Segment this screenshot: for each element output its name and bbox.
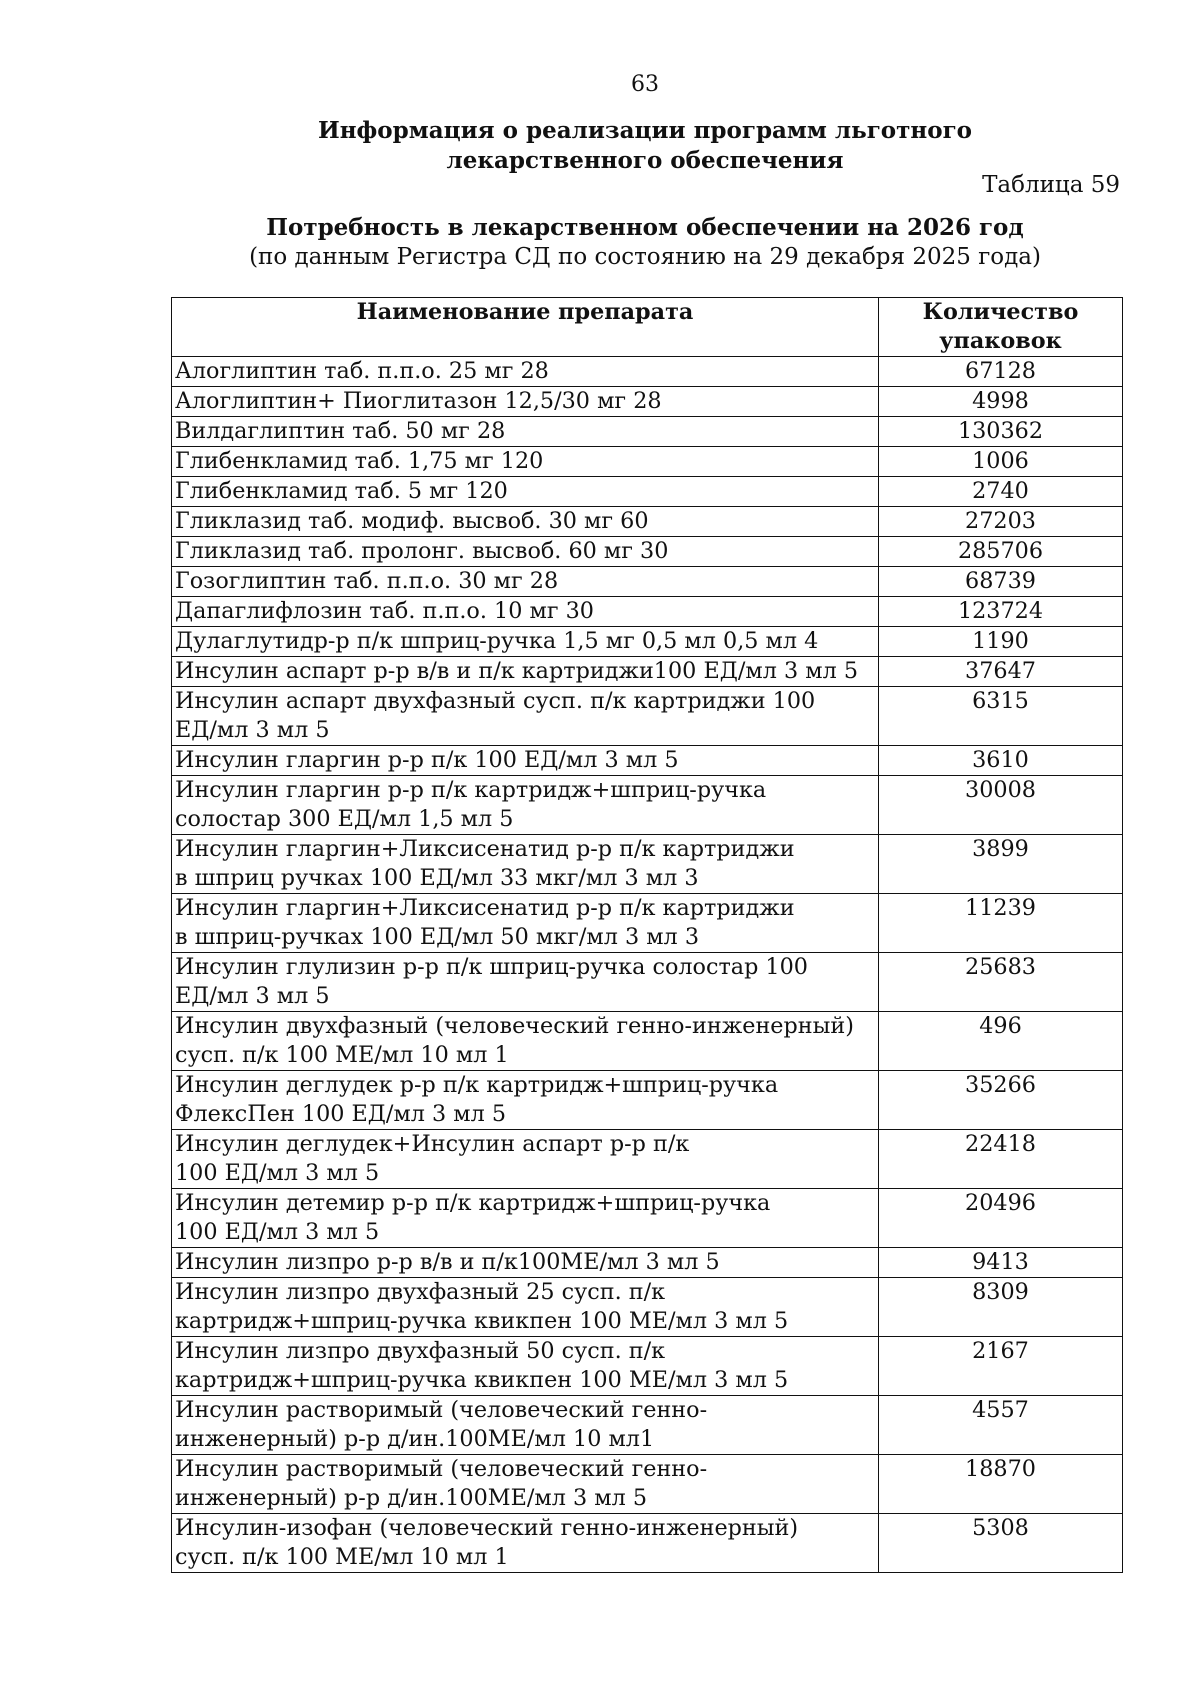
table-row — [172, 1012, 1123, 1071]
drug-name-line: Инсулин двухфазный (человеческий генно-инженерный) — [175, 1013, 854, 1039]
drug-name-line: сусп. п/к 100 МЕ/мл 10 мл 1 — [175, 1544, 509, 1570]
drug-name-cell — [172, 1455, 879, 1514]
medication-needs-table — [171, 297, 1123, 1573]
drug-name-line: Инсулин гларгин р-р п/к картридж+шприц-ручка — [175, 777, 767, 803]
quantity-cell: 496 — [879, 1012, 1123, 1071]
quantity-cell: 1006 — [879, 447, 1123, 477]
quantity-cell: 4557 — [879, 1396, 1123, 1455]
table-row — [172, 507, 1123, 537]
drug-name-line: Глибенкламид таб. 5 мг 120 — [175, 478, 508, 504]
table-row — [172, 953, 1123, 1012]
drug-name-cell — [172, 835, 879, 894]
drug-name-line: 100 ЕД/мл 3 мл 5 — [175, 1160, 380, 1186]
table-row — [172, 417, 1123, 447]
quantity-cell: 1190 — [879, 627, 1123, 657]
quantity-cell: 6315 — [879, 687, 1123, 746]
table-row — [172, 1337, 1123, 1396]
drug-name-line: картридж+шприц-ручка квикпен 100 МЕ/мл 3 мл 5 — [175, 1367, 789, 1393]
drug-name-cell — [172, 1012, 879, 1071]
drug-name-cell — [172, 1514, 879, 1573]
table-title: Потребность в лекарственном обеспечении на 2026 год — [266, 214, 1024, 241]
table-row — [172, 1130, 1123, 1189]
drug-name-cell — [172, 1130, 879, 1189]
drug-name-cell — [172, 627, 879, 657]
drug-name-cell — [172, 746, 879, 776]
quantity-cell: 20496 — [879, 1189, 1123, 1248]
table-row — [172, 597, 1123, 627]
table-row — [172, 387, 1123, 417]
header-drug-name: Наименование препарата — [172, 298, 879, 357]
drug-name-line: инженерный) р-р д/ин.100МЕ/мл 10 мл1 — [175, 1426, 655, 1452]
table-label: Таблица 59 — [982, 172, 1120, 198]
drug-name-line: инженерный) р-р д/ин.100МЕ/мл 3 мл 5 — [175, 1485, 648, 1511]
drug-name-line: картридж+шприц-ручка квикпен 100 МЕ/мл 3 мл 5 — [175, 1308, 789, 1334]
drug-name-cell — [172, 894, 879, 953]
drug-name-line: Алоглиптин+ Пиоглитазон 12,5/30 мг 28 — [175, 388, 662, 414]
table-caption — [0, 213, 1200, 271]
drug-name-line: Инсулин растворимый (человеческий генно- — [175, 1456, 708, 1482]
quantity-cell: 2167 — [879, 1337, 1123, 1396]
table-row — [172, 1189, 1123, 1248]
quantity-cell: 68739 — [879, 567, 1123, 597]
drug-name-cell — [172, 657, 879, 687]
table-row — [172, 657, 1123, 687]
header-quantity-line-1: Количество — [922, 299, 1079, 325]
table-row — [172, 835, 1123, 894]
table-row — [172, 537, 1123, 567]
drug-name-line: Инсулин глулизин р-р п/к шприц-ручка солостар 100 — [175, 954, 808, 980]
table-note: (по данным Регистра СД по состоянию на 29 декабря 2025 года) — [249, 244, 1041, 270]
drug-name-cell — [172, 507, 879, 537]
quantity-cell: 123724 — [879, 597, 1123, 627]
drug-name-line: Алоглиптин таб. п.п.о. 25 мг 28 — [175, 358, 549, 384]
quantity-cell: 37647 — [879, 657, 1123, 687]
drug-name-line: в шприц-ручках 100 ЕД/мл 50 мкг/мл 3 мл 3 — [175, 924, 699, 950]
quantity-cell: 130362 — [879, 417, 1123, 447]
drug-name-line: Инсулин-изофан (человеческий генно-инженерный) — [175, 1515, 799, 1541]
quantity-cell: 18870 — [879, 1455, 1123, 1514]
drug-name-line: Инсулин деглудек+Инсулин аспарт р-р п/к — [175, 1131, 690, 1157]
page-number: 63 — [631, 72, 659, 97]
drug-name-cell — [172, 417, 879, 447]
table-row — [172, 477, 1123, 507]
quantity-cell: 11239 — [879, 894, 1123, 953]
table-row — [172, 894, 1123, 953]
drug-name-line: Инсулин лизпро двухфазный 50 сусп. п/к — [175, 1338, 666, 1364]
drug-name-line: Инсулин растворимый (человеческий генно- — [175, 1397, 708, 1423]
drug-name-line: Инсулин гларгин+Ликсисенатид р-р п/к картриджи — [175, 836, 795, 862]
drug-name-line: ФлексПен 100 ЕД/мл 3 мл 5 — [175, 1101, 507, 1127]
drug-name-cell — [172, 776, 879, 835]
table-row — [172, 687, 1123, 746]
drug-name-cell — [172, 1071, 879, 1130]
drug-name-line: Дапаглифлозин таб. п.п.о. 10 мг 30 — [175, 598, 594, 624]
drug-name-cell — [172, 1396, 879, 1455]
drug-name-cell — [172, 447, 879, 477]
drug-name-line: Инсулин деглудек р-р п/к картридж+шприц-ручка — [175, 1072, 779, 1098]
table-body — [172, 357, 1123, 1573]
drug-name-line: Инсулин гларгин р-р п/к 100 ЕД/мл 3 мл 5 — [175, 747, 679, 773]
table-row — [172, 567, 1123, 597]
quantity-cell: 4998 — [879, 387, 1123, 417]
drug-name-line: Вилдаглиптин таб. 50 мг 28 — [175, 418, 506, 444]
drug-name-cell — [172, 357, 879, 387]
document-heading — [0, 116, 1200, 176]
table-row — [172, 1396, 1123, 1455]
table-row — [172, 357, 1123, 387]
quantity-cell: 5308 — [879, 1514, 1123, 1573]
table-row — [172, 746, 1123, 776]
heading-line-1: Информация о реализации программ льготного — [317, 117, 973, 144]
drug-name-cell — [172, 477, 879, 507]
drug-name-line: Инсулин гларгин+Ликсисенатид р-р п/к картриджи — [175, 895, 795, 921]
drug-name-cell — [172, 1248, 879, 1278]
table-row — [172, 1248, 1123, 1278]
drug-name-line: Гликлазид таб. модиф. высвоб. 30 мг 60 — [175, 508, 649, 534]
quantity-cell: 2740 — [879, 477, 1123, 507]
table-row — [172, 447, 1123, 477]
table-row — [172, 1455, 1123, 1514]
drug-name-line: Глибенкламид таб. 1,75 мг 120 — [175, 448, 544, 474]
quantity-cell: 3610 — [879, 746, 1123, 776]
drug-name-cell — [172, 1278, 879, 1337]
drug-name-cell — [172, 953, 879, 1012]
drug-name-cell — [172, 687, 879, 746]
table-row — [172, 627, 1123, 657]
drug-name-line: Дулаглутидр-р п/к шприц-ручка 1,5 мг 0,5 мл 0,5 мл 4 — [175, 628, 819, 654]
drug-name-line: Гозоглиптин таб. п.п.о. 30 мг 28 — [175, 568, 559, 594]
quantity-cell: 8309 — [879, 1278, 1123, 1337]
quantity-cell: 22418 — [879, 1130, 1123, 1189]
table-row — [172, 1278, 1123, 1337]
drug-name-line: ЕД/мл 3 мл 5 — [175, 717, 330, 743]
table-row — [172, 1071, 1123, 1130]
heading-line-2: лекарственного обеспечения — [446, 147, 844, 174]
drug-name-line: 100 ЕД/мл 3 мл 5 — [175, 1219, 380, 1245]
table-header-row — [172, 298, 1123, 357]
quantity-cell: 35266 — [879, 1071, 1123, 1130]
drug-name-line: Инсулин лизпро р-р в/в и п/к100МЕ/мл 3 мл 5 — [175, 1249, 720, 1275]
table-row — [172, 776, 1123, 835]
quantity-cell: 285706 — [879, 537, 1123, 567]
quantity-cell: 9413 — [879, 1248, 1123, 1278]
quantity-cell: 30008 — [879, 776, 1123, 835]
drug-name-line: Инсулин аспарт р-р в/в и п/к картриджи100 ЕД/мл 3 мл 5 — [175, 658, 859, 684]
drug-name-line: Инсулин детемир р-р п/к картридж+шприц-ручка — [175, 1190, 771, 1216]
drug-name-cell — [172, 1337, 879, 1396]
header-quantity-line-2: упаковок — [939, 328, 1062, 354]
drug-name-cell — [172, 537, 879, 567]
drug-name-line: в шприц ручках 100 ЕД/мл 33 мкг/мл 3 мл 3 — [175, 865, 699, 891]
drug-name-cell — [172, 597, 879, 627]
quantity-cell: 3899 — [879, 835, 1123, 894]
drug-name-line: ЕД/мл 3 мл 5 — [175, 983, 330, 1009]
drug-name-line: Гликлазид таб. пролонг. высвоб. 60 мг 30 — [175, 538, 669, 564]
drug-name-cell — [172, 567, 879, 597]
drug-name-cell — [172, 387, 879, 417]
quantity-cell: 25683 — [879, 953, 1123, 1012]
quantity-cell: 67128 — [879, 357, 1123, 387]
quantity-cell: 27203 — [879, 507, 1123, 537]
drug-name-line: Инсулин аспарт двухфазный сусп. п/к картриджи 100 — [175, 688, 816, 714]
drug-name-line: сусп. п/к 100 МЕ/мл 10 мл 1 — [175, 1042, 509, 1068]
drug-name-line: Инсулин лизпро двухфазный 25 сусп. п/к — [175, 1279, 666, 1305]
header-quantity — [879, 298, 1123, 357]
drug-name-cell — [172, 1189, 879, 1248]
drug-name-line: солостар 300 ЕД/мл 1,5 мл 5 — [175, 806, 514, 832]
table-row — [172, 1514, 1123, 1573]
